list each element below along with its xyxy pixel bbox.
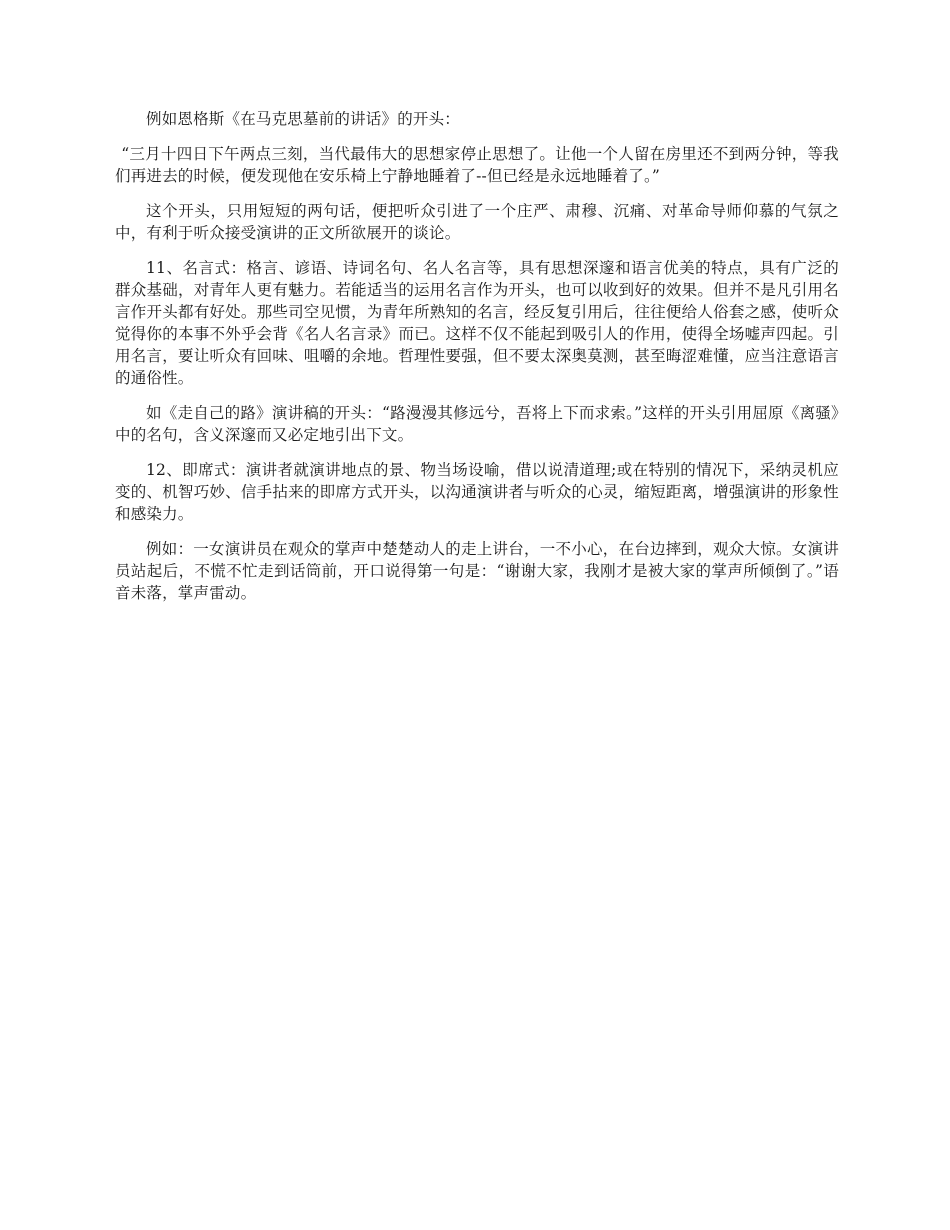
paragraph-engels-intro: 例如恩格斯《在马克思墓前的讲话》的开头：	[146, 110, 461, 128]
paragraph-engels-analysis: 这个开头，只用短短的两句话，便把听众引进了一个庄严、肃穆、沉痛、对革命导师仰慕的气氛之中，有利于听众接受演讲的正文所欲展开的谈论。	[115, 202, 839, 242]
document-page	[115, 108, 839, 617]
paragraph-own-road-example: 如《走自己的路》演讲稿的开头：“路漫漫其修远兮，吾将上下而求索。”这样的开头引用屈原《离骚》中的名句，含义深邃而又必定地引出下文。	[115, 404, 839, 444]
paragraph-quotation-style: 11、名言式：格言、谚语、诗词名句、名人名言等，具有思想深邃和语言优美的特点，具有广泛的群众基础，对青年人更有魅力。若能适当的运用名言作为开头，也可以收到好的效果。但并不是凡引用名言作开头都有好处。那些司空见惯，为青年所熟知的名言，经反复引用后，往往便给人俗套之感，使听众觉得你的本事不外乎会背《名人名言录》而已。这样不仅不能起到吸引人的作用，使得全场嘘声四起。引用名言，要让听众有回味、咀嚼的余地。哲理性要强，但不要太深奥莫测，甚至晦涩难懂，应当注意语言的通俗性。	[115, 259, 839, 387]
paragraph-engels-quote: “三月十四日下午两点三刻，当代最伟大的思想家停止思想了。让他一个人留在房里还不到两分钟，等我们再进去的时候，便发现他在安乐椅上宁静地睡着了--但已经是永远地睡着了。”	[115, 145, 839, 185]
paragraph-impromptu-example: 例如：一女演讲员在观众的掌声中楚楚动人的走上讲台，一不小心，在台边摔到，观众大惊。女演讲员站起后，不慌不忙走到话筒前，开口说得第一句是：“谢谢大家，我刚才是被大家的掌声所倾倒了。”语音未落，掌声雷动。	[115, 540, 839, 602]
paragraph-impromptu-style: 12、即席式：演讲者就演讲地点的景、物当场设喻，借以说清道理;或在特别的情况下，采纳灵机应变的、机智巧妙、信手拈来的即席方式开头，以沟通演讲者与听众的心灵，缩短距离，增强演讲的形象性和感染力。	[115, 461, 839, 523]
